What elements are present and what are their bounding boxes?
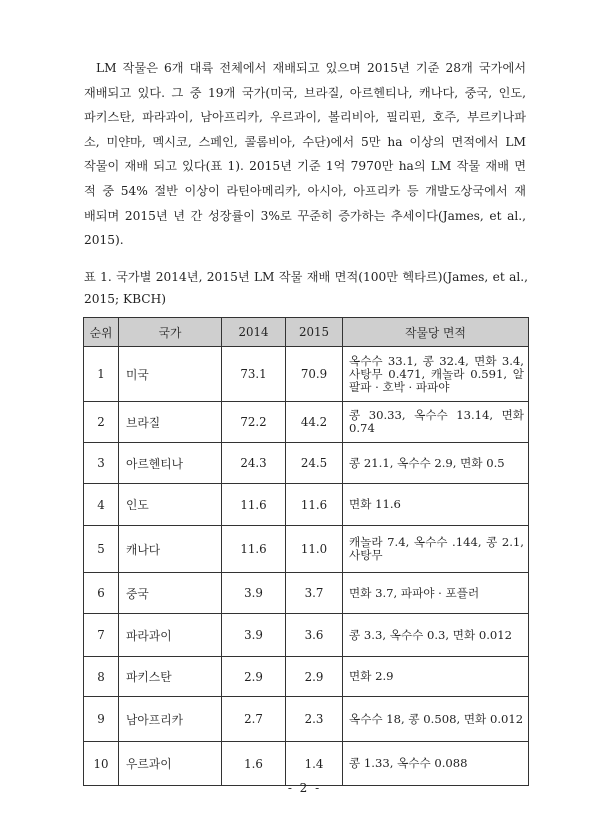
paragraph-line: 재배되고 있다. 그 중 19개 국가(미국, 브라질, 아르헨티나, 캐나다, 중국, 인도, (84, 85, 526, 100)
area-2015-cell: 2.3 (286, 697, 343, 742)
country-cell: 남아프리카 (119, 697, 222, 742)
header-2015: 2015 (286, 318, 343, 347)
area-2014-cell: 11.6 (222, 526, 286, 573)
header-2014: 2014 (222, 318, 286, 347)
area-2015-cell: 24.5 (286, 443, 343, 484)
area-2015-cell: 44.2 (286, 402, 343, 443)
paragraph-line: LM 작물은 6개 대륙 전체에서 재배되고 있으며 2015년 기준 28개 국가에서 (96, 61, 526, 75)
area-2015-cell: 70.9 (286, 347, 343, 402)
country-cell: 파라과이 (119, 614, 222, 657)
area-2015-cell: 3.7 (286, 573, 343, 614)
table-row (84, 526, 529, 573)
area-2014-cell: 3.9 (222, 573, 286, 614)
crop-area-cell: 콩 1.33, 옥수수 0.088 (343, 742, 529, 786)
rank-cell: 8 (84, 657, 119, 697)
table-row (84, 402, 529, 443)
lm-crop-area-table (83, 317, 529, 786)
paragraph-line: 2015). (84, 233, 124, 248)
rank-cell: 1 (84, 347, 119, 402)
table-caption (84, 266, 528, 310)
caption-line: 2015; KBCH) (84, 292, 166, 306)
crop-area-cell: 캐놀라 7.4, 옥수수 .144, 콩 2.1, 사탕무 (343, 526, 529, 573)
table-row (84, 443, 529, 484)
rank-cell: 9 (84, 697, 119, 742)
table-row (84, 573, 529, 614)
rank-cell: 2 (84, 402, 119, 443)
header-crop-area: 작물당 면적 (343, 318, 529, 347)
country-cell: 미국 (119, 347, 222, 402)
paragraph-line: 작물이 재배 되고 있다(표 1). 2015년 기준 1억 7970만 ha의 LM 작물 재배 면 (84, 159, 526, 174)
area-2014-cell: 11.6 (222, 484, 286, 526)
rank-cell: 5 (84, 526, 119, 573)
area-2014-cell: 2.7 (222, 697, 286, 742)
rank-cell: 7 (84, 614, 119, 657)
area-2014-cell: 24.3 (222, 443, 286, 484)
area-2014-cell: 73.1 (222, 347, 286, 402)
rank-cell: 4 (84, 484, 119, 526)
rank-cell: 6 (84, 573, 119, 614)
area-2015-cell: 1.4 (286, 742, 343, 786)
paragraph-line: 파키스탄, 파라과이, 남아프리카, 우르과이, 볼리비아, 필리핀, 호주, 부르키나파 (84, 110, 526, 125)
paragraph-line: 소, 미얀마, 멕시코, 스페인, 콜롬비아, 수단)에서 5만 ha 이상의 면적에서 LM (84, 134, 526, 149)
crop-area-cell: 콩 30.33, 옥수수 13.14, 면화 0.74 (343, 402, 529, 443)
table-row (84, 657, 529, 697)
country-cell: 아르헨티나 (119, 443, 222, 484)
country-cell: 인도 (119, 484, 222, 526)
crop-area-cell: 면화 2.9 (343, 657, 529, 697)
rank-cell: 10 (84, 742, 119, 786)
area-2015-cell: 2.9 (286, 657, 343, 697)
crop-area-cell: 옥수수 33.1, 콩 32.4, 면화 3.4, 사탕무 0.471, 캐놀라 0.591, 알팔파 · 호박 · 파파야 (343, 347, 529, 402)
page-number: - 2 - (287, 781, 322, 795)
area-2015-cell: 11.0 (286, 526, 343, 573)
area-2014-cell: 2.9 (222, 657, 286, 697)
country-cell: 브라질 (119, 402, 222, 443)
table-row (84, 347, 529, 402)
country-cell: 캐나다 (119, 526, 222, 573)
area-2014-cell: 3.9 (222, 614, 286, 657)
rank-cell: 3 (84, 443, 119, 484)
crop-area-cell: 콩 3.3, 옥수수 0.3, 면화 0.012 (343, 614, 529, 657)
area-2014-cell: 1.6 (222, 742, 286, 786)
header-country: 국가 (119, 318, 222, 347)
table-row (84, 484, 529, 526)
header-rank: 순위 (84, 318, 119, 347)
paragraph-line: 배되며 2015년 년 간 성장률이 3%로 꾸준히 증가하는 추세이다(James, et al., (84, 208, 526, 223)
paragraph-line: 적 중 54% 절반 이상이 라틴아메리카, 아시아, 아프리카 등 개발도상국에서 재 (84, 183, 526, 198)
table-row (84, 742, 529, 786)
table-row (84, 697, 529, 742)
country-cell: 중국 (119, 573, 222, 614)
country-cell: 파키스탄 (119, 657, 222, 697)
area-2015-cell: 11.6 (286, 484, 343, 526)
body-paragraph (84, 56, 526, 253)
crop-area-cell: 콩 21.1, 옥수수 2.9, 면화 0.5 (343, 443, 529, 484)
crop-area-cell: 면화 3.7, 파파야 · 포플러 (343, 573, 529, 614)
caption-line: 표 1. 국가별 2014년, 2015년 LM 작물 재배 면적(100만 헥타르)(James, et al., (84, 270, 528, 284)
crop-area-cell: 옥수수 18, 콩 0.508, 면화 0.012 (343, 697, 529, 742)
crop-area-cell: 면화 11.6 (343, 484, 529, 526)
table-row (84, 614, 529, 657)
country-cell: 우르과이 (119, 742, 222, 786)
area-2014-cell: 72.2 (222, 402, 286, 443)
area-2015-cell: 3.6 (286, 614, 343, 657)
table-header-row (84, 318, 529, 347)
